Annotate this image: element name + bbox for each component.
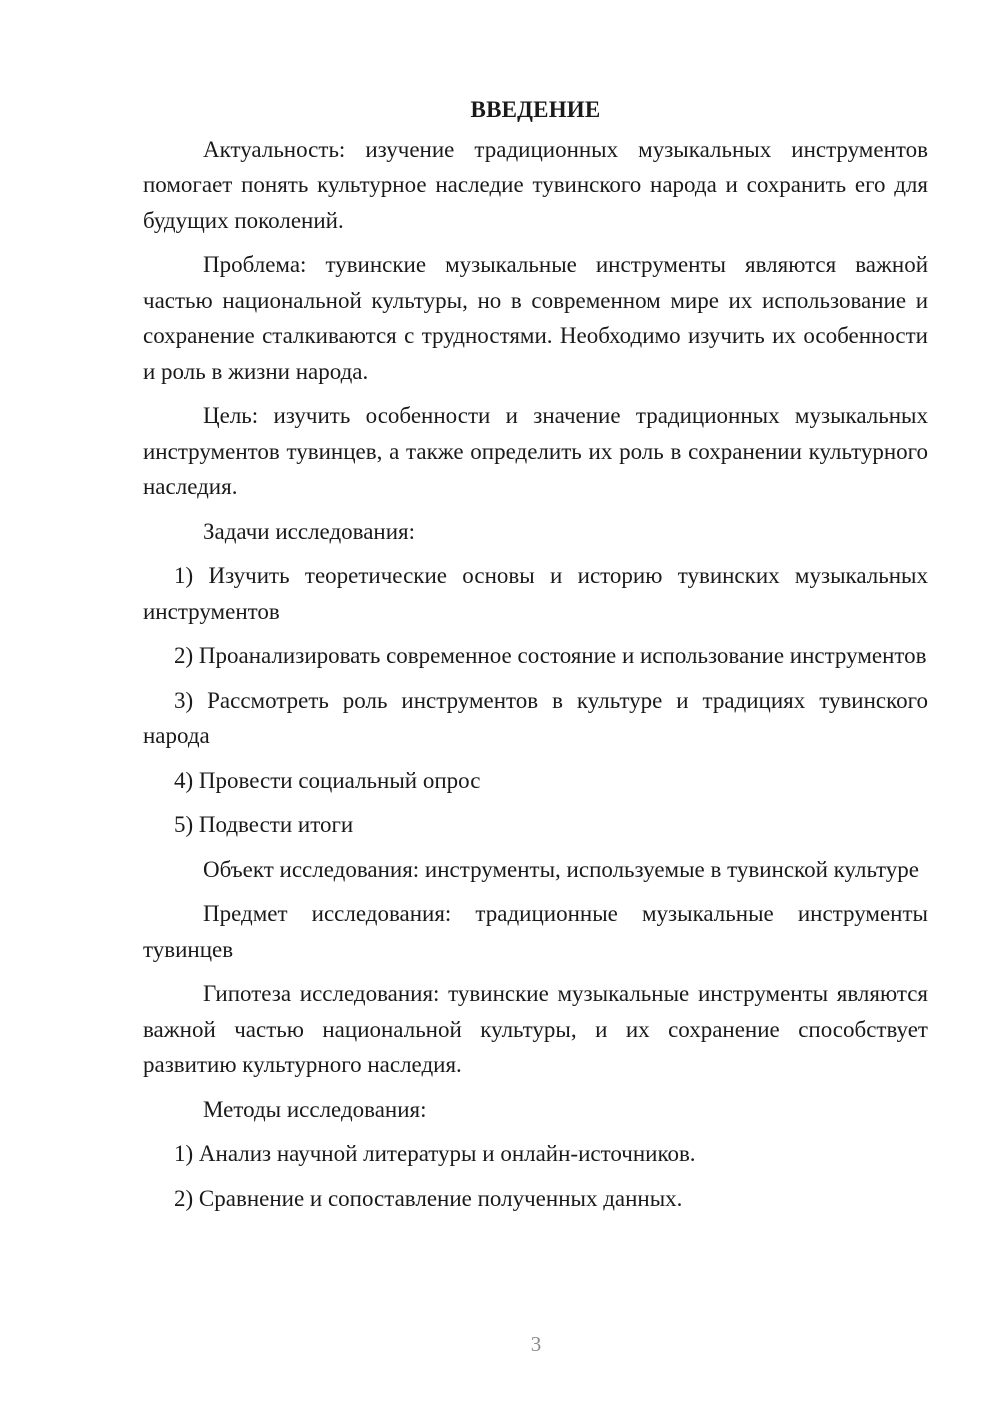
goal-paragraph: Цель: изучить особенности и значение традиционных музыкальных инструментов тувинцев, а также определить их роль в сохранении культурного наследия. [143, 403, 928, 499]
page-number: 3 [530, 1332, 542, 1356]
subject-paragraph: Предмет исследования: традиционные музыкальные инструменты тувинцев [143, 901, 928, 962]
list-item: 3) Рассмотреть роль инструментов в культуре и традициях тувинского народа [143, 687, 928, 748]
list-item: 4) Провести социальный опрос [174, 767, 481, 793]
list-item: 5) Подвести итоги [174, 812, 354, 837]
object-paragraph: Объект исследования: инструменты, используемые в тувинской культуре [203, 856, 920, 882]
list-item: 1) Анализ научной литературы и онлайн-источников. [174, 1141, 696, 1166]
list-item: 2) Проанализировать современное состояние и использование инструментов [174, 643, 927, 668]
hypothesis-paragraph: Гипотеза исследования: тувинские музыкальные инструменты являются важной частью национальной культуры, и их сохранение способствует развитию культурного наследия. [143, 981, 928, 1077]
relevance-paragraph: Актуальность: изучение традиционных музыкальных инструментов помогает понять культурное наследие тувинского народа и сохранить его для будущих поколений. [143, 136, 928, 233]
tasks-list [143, 558, 928, 843]
problem-paragraph: Проблема: тувинские музыкальные инструменты являются важной частью национальной культуры, но в современном мире их использование и сохранение сталкиваются с трудностями. Необходимо изучить их особенности и роль в жизни народа. [143, 252, 928, 384]
tasks-heading: Задачи исследования: [203, 518, 416, 544]
list-item: 1) Изучить теоретические основы и историю тувинских музыкальных инструментов [143, 563, 928, 624]
methods-heading: Методы исследования: [203, 1096, 427, 1122]
document-page [143, 92, 928, 1225]
section-title: ВВЕДЕНИЕ [470, 97, 601, 122]
list-item: 2) Сравнение и сопоставление полученных данных. [174, 1185, 683, 1211]
methods-list [143, 1136, 928, 1216]
